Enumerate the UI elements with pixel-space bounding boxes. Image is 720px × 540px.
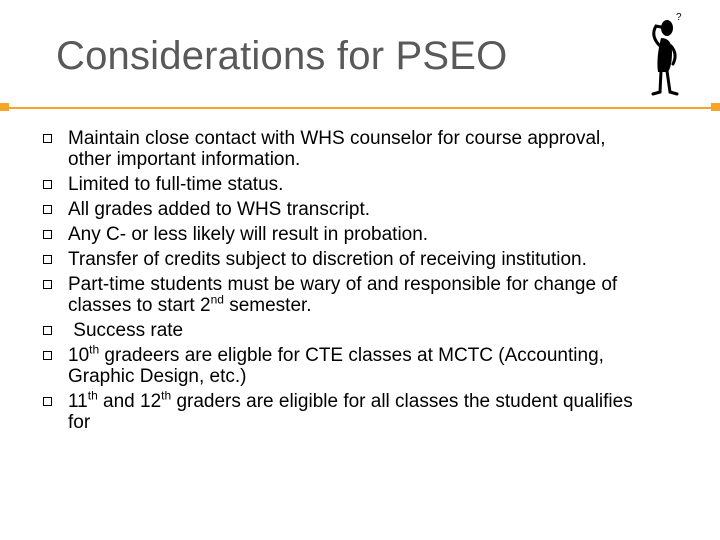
right-accent-mark [711, 103, 720, 111]
slide-title: Considerations for PSEO [56, 34, 508, 78]
hollow-square-bullet-icon [43, 205, 52, 214]
list-item [43, 249, 633, 270]
hollow-square-bullet-icon [43, 280, 52, 289]
list-item [43, 320, 633, 341]
bullet-text-end: graders are eligible for all classes the student qualifies for [68, 391, 633, 433]
bullet-text: Transfer of credits subject to discretion of receiving institution. [68, 249, 587, 270]
bullet-text: Maintain close contact with WHS counselor for course approval, other important information. [68, 128, 606, 170]
bullet-text-start: 11 [68, 391, 88, 412]
hollow-square-bullet-icon [43, 180, 52, 189]
ordinal-suffix: th [161, 388, 172, 403]
thinking-stick-figure-icon [640, 8, 692, 100]
hollow-square-bullet-icon [43, 134, 52, 143]
list-item [43, 174, 633, 195]
hollow-square-bullet-icon [43, 326, 52, 335]
svg-text:?: ? [676, 12, 682, 23]
bullet-text: Any C- or less likely will result in probation. [68, 224, 429, 245]
list-item [43, 224, 633, 245]
list-item [43, 199, 633, 220]
bullet-text-start: Part-time students must be wary of and responsible for change of classes to start 2 [68, 274, 618, 316]
hollow-square-bullet-icon [43, 397, 52, 406]
list-item [43, 274, 633, 316]
list-item [43, 342, 633, 387]
bullet-text-end: gradeers are eligble for CTE classes at MCTC (Accounting, Graphic Design, etc.) [68, 345, 604, 387]
hollow-square-bullet-icon [43, 351, 52, 360]
bullet-list [43, 128, 633, 437]
hollow-square-bullet-icon [43, 230, 52, 239]
list-item [43, 388, 633, 433]
bullet-text-middle: and 12 [97, 391, 162, 412]
bullet-text: Success rate [68, 320, 184, 341]
ordinal-suffix: th [87, 388, 98, 403]
title-divider [0, 107, 720, 109]
bullet-text-start: 10 [68, 345, 90, 366]
ordinal-suffix: nd [210, 292, 224, 307]
bullet-text: Limited to full-time status. [68, 174, 284, 195]
hollow-square-bullet-icon [43, 255, 52, 264]
bullet-text: All grades added to WHS transcript. [68, 199, 371, 220]
left-accent-mark [0, 103, 9, 111]
ordinal-suffix: th [89, 342, 100, 357]
bullet-text-end: semester. [223, 295, 312, 316]
list-item [43, 128, 633, 170]
